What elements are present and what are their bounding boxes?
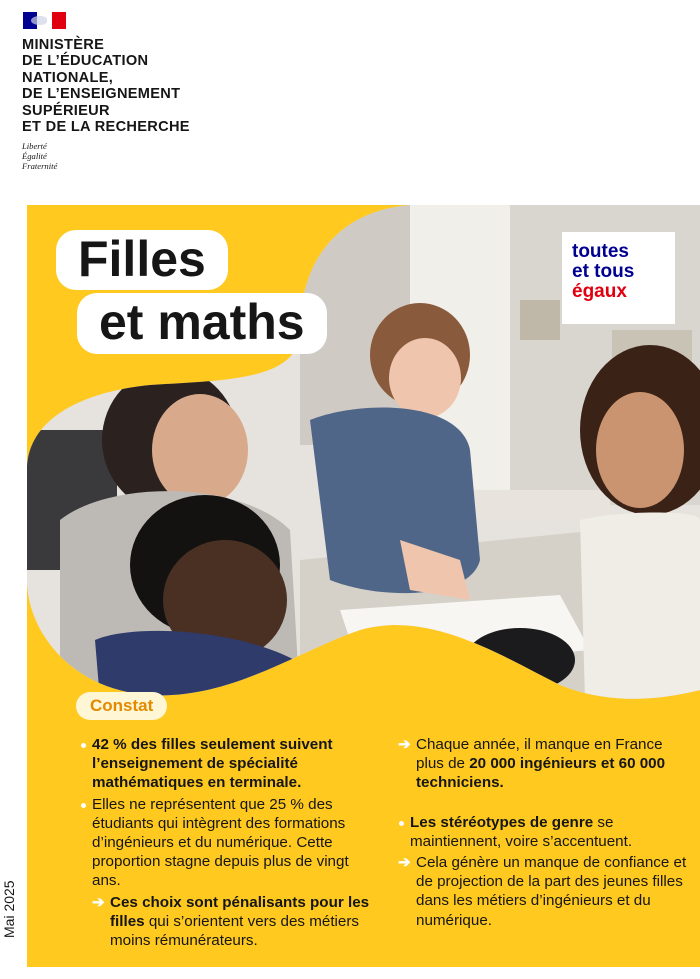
motto-line: Fraternité	[22, 161, 58, 172]
arrow-item	[92, 893, 380, 951]
motto-line: Liberté	[22, 141, 47, 152]
campaign-line-3: égaux	[572, 281, 627, 302]
arrow-item	[398, 735, 688, 793]
bullet-text: Elles ne représentent que 25 % des étudiants qui intègrent des formations d’ingénieurs et du numérique. Cette proportion stagne depuis plus de vingt ans.	[92, 795, 349, 890]
ministry-line: NATIONALE,	[22, 69, 114, 86]
constat-column-1	[80, 735, 380, 950]
bullet-item	[80, 735, 380, 793]
ministry-line: DE L’ENSEIGNEMENT	[22, 86, 181, 103]
motto-line: Égalité	[22, 151, 47, 162]
bullet-item	[80, 795, 380, 891]
ministry-line: SUPÉRIEUR	[22, 102, 110, 119]
arrow-right-icon: ➔	[92, 893, 105, 911]
toutes-et-tous-egaux-logo	[562, 232, 675, 324]
arrow-text: Cela génère un manque de confiance et de projection de la part des jeunes filles dans les métiers d’ingénieurs et du numérique.	[416, 854, 687, 929]
title-line-2: et maths	[77, 293, 327, 354]
title-line-1: Filles	[56, 230, 228, 290]
campaign-line-1: toutes	[572, 241, 629, 262]
ministry-line: MINISTÈRE	[22, 37, 105, 53]
arrow-text: qui s’orientent vers des métiers moins rémunérateurs.	[110, 912, 360, 950]
constat-badge: Constat	[76, 692, 167, 720]
bullet-text: 42 % des filles seulement suivent l’enseignement de spécialité mathématiques en terminale.	[92, 736, 333, 792]
arrow-item	[398, 853, 688, 930]
bullet-item	[398, 813, 688, 851]
campaign-line-2: et tous	[572, 261, 635, 282]
publication-date: Mai 2025	[1, 880, 17, 938]
constat-column-2	[398, 735, 688, 930]
bullet-text: se maintiennent, voire s’accentuent.	[410, 813, 633, 850]
arrow-bold-text: Ces choix sont pénalisants pour les filles	[110, 893, 370, 930]
arrow-bold-text: 20 000 ingénieurs et 60 000 techniciens.	[416, 755, 666, 792]
arrow-right-icon: ➔	[398, 854, 411, 872]
ministry-line: ET DE LA RECHERCHE	[22, 119, 190, 136]
bullet-bold-text: Les stéréotypes de genre	[410, 813, 594, 831]
arrow-right-icon: ➔	[398, 736, 411, 753]
ministry-line: DE L’ÉDUCATION	[22, 53, 149, 70]
arrow-text: Chaque année, il manque en France plus de	[416, 736, 663, 773]
